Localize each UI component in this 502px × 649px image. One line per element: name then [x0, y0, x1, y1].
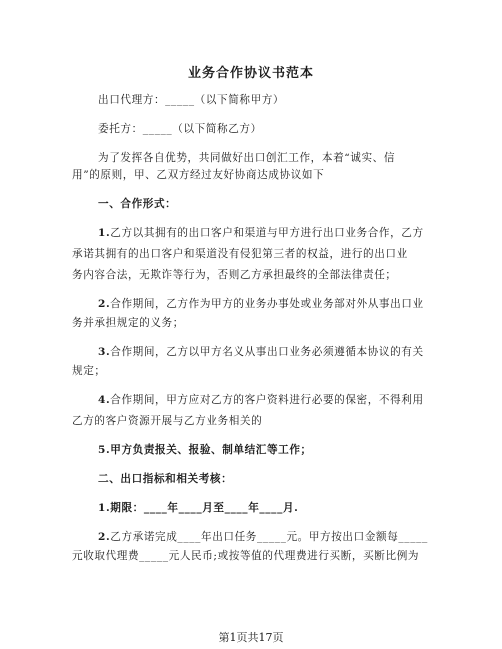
s1-item1-line2: 承诺其拥有的出口客户和渠道没有侵犯第三者的权益，进行的出口业: [72, 248, 408, 260]
s2-item2-line1: [98, 530, 428, 544]
s1-item1-text: 乙方以其拥有的出口客户和渠道与甲方进行出口业务合作，乙方: [110, 227, 424, 239]
s1-item3-text: 合作期间，乙方以甲方名义从事出口业务必须遵循本协议的有关: [110, 346, 424, 358]
party-b-line: 委托方：_____（以下简称乙方）: [98, 123, 262, 135]
s1-item1-line1: [98, 226, 428, 240]
s1-item4-text: 合作期间，甲方应对乙方的客户资料进行必要的保密，不得利用: [110, 394, 424, 406]
section1-heading: 一、合作形式：: [98, 198, 177, 210]
s2-item1-number: 1.: [98, 502, 111, 514]
s1-item5-number: 5.: [98, 444, 111, 456]
s1-item1-line3: 务内容合法，无欺诈等行为，否则乙方承担最终的全部法律责任；: [72, 269, 397, 281]
s1-item5-line: [98, 443, 428, 457]
s1-item4-line1: [98, 393, 428, 407]
s2-item2-text: 乙方承诺完成____年出口任务_____元。甲方按出口金额每_____: [110, 531, 428, 543]
document-title: 业务合作协议书范本: [187, 66, 314, 81]
s2-item1-line: [98, 501, 428, 515]
s1-item2-number: 2.: [98, 298, 111, 310]
s2-item1-text: 期限：____年____月至____年____月.: [110, 502, 299, 514]
intro-line-1: 为了发挥各自优势，共同做好出口创汇工作，本着“诚实、信: [98, 152, 396, 164]
s1-item2-line2: 务并承担规定的义务；: [72, 317, 184, 329]
s1-item3-line2: 规定；: [72, 365, 106, 377]
s1-item2-line1: [98, 297, 428, 311]
s1-item3-line1: [98, 345, 428, 359]
s1-item4-line2: 乙方的客户资源开展与乙方业务相关的: [72, 415, 263, 427]
page-footer: 第1页共17页: [218, 631, 284, 644]
s1-item4-number: 4.: [98, 394, 111, 406]
party-a-line: 出口代理方：_____（以下简称甲方）: [98, 94, 285, 106]
s1-item2-text: 合作期间，乙方作为甲方的业务办事处或业务部对外从事出口业: [110, 298, 424, 310]
s1-item3-number: 3.: [98, 346, 111, 358]
s1-item1-number: 1.: [98, 227, 111, 239]
s1-item5-text: 甲方负责报关、报验、制单结汇等工作；: [110, 444, 312, 456]
section2-heading: 二、出口指标和相关考核：: [98, 473, 233, 485]
s2-item2-number: 2.: [98, 531, 111, 543]
s2-item2-line2: 元收取代理费_____元人民币;或按等值的代理费进行买断，买断比例为: [72, 550, 420, 562]
intro-line-2: 用”的原则，甲、乙双方经过友好协商达成协议如下: [72, 169, 325, 181]
